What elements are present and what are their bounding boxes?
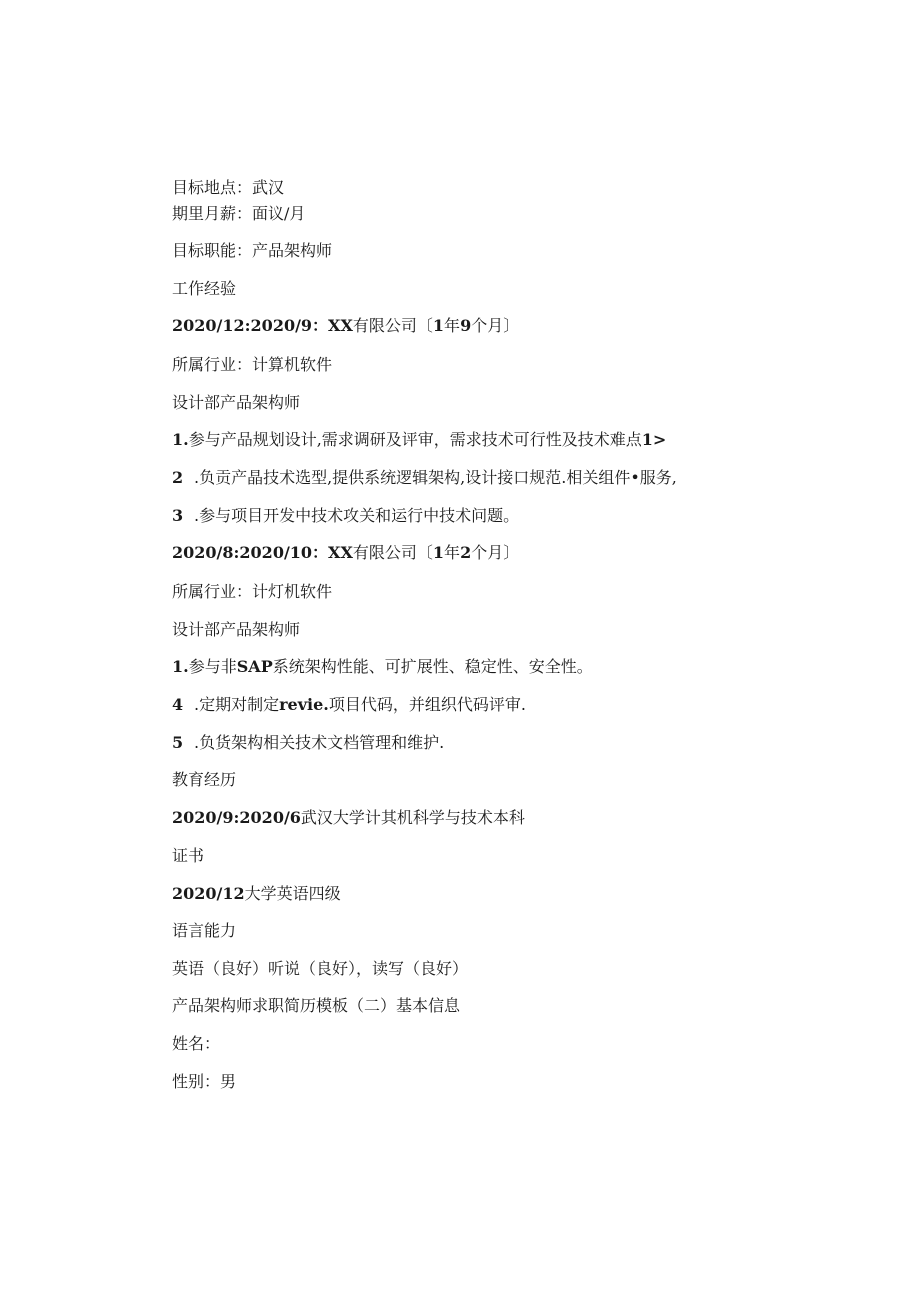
job1-period: 2020/12:2020/9：XX — [172, 316, 353, 335]
gender: 性别：男 — [172, 1072, 237, 1091]
job1-duty-3-num: 3 — [172, 506, 184, 525]
job1-duration-years: 1 — [432, 316, 445, 335]
job1-duration-years-unit: 年 — [444, 316, 461, 335]
job2-duty-1-num: 1. — [172, 657, 189, 676]
job1-duty-1 — [172, 430, 666, 450]
job1-duty-3-text: .参与项目开发中技术攻关和运行中技术问题。 — [194, 506, 520, 525]
job1-position: 设计部产品架构师 — [172, 393, 301, 412]
language-heading: 语言能力 — [172, 921, 237, 940]
job2-duty-1 — [172, 657, 593, 677]
job1-duration-months-unit: 个月〕 — [471, 316, 520, 335]
job2-duty-2-pre: .定期对制定 — [194, 695, 280, 714]
job1-industry: 所属行业：计算机软件 — [172, 355, 333, 374]
job2-duty-3 — [172, 733, 444, 753]
job1-company: 有限公司〔 — [352, 316, 433, 335]
job1-duty-1-num: 1. — [172, 430, 189, 449]
job2-duty-1-bold: SAP — [236, 657, 273, 676]
education-detail: 武汉大学计其机科学与技术本科 — [300, 808, 525, 827]
job2-duty-1-text: 系统架构性能、可扩展性、稳定性、安全性。 — [272, 657, 593, 676]
job2-duty-2 — [172, 695, 526, 715]
job2-duration-months: 2 — [460, 543, 472, 562]
job2-period: 2020/8:2020/10：XX — [172, 543, 353, 562]
work-experience-heading: 工作经验 — [172, 279, 237, 298]
education-heading: 教育经历 — [172, 770, 237, 789]
job2-company: 有限公司〔 — [352, 543, 433, 562]
job2-duration-years: 1 — [432, 543, 445, 562]
certificate-name: 大学英语四级 — [244, 884, 341, 903]
job2-duration-months-unit: 个月〕 — [471, 543, 520, 562]
education-period: 2020/9:2020/6 — [172, 808, 301, 827]
job2-duty-2-num: 4 — [172, 695, 184, 714]
job2-duty-1-pre: 参与非 — [188, 657, 237, 676]
certificate-entry — [172, 884, 341, 904]
job1-duty-1-text: 参与产品规划设计,需求调研及评审，需求技术可行性及技术难点 — [188, 430, 642, 449]
job2-position: 设计部产品架构师 — [172, 620, 301, 639]
certificates-heading: 证书 — [172, 846, 205, 865]
job1-duty-2 — [172, 468, 677, 488]
certificate-date: 2020/12 — [172, 884, 245, 903]
job1-duty-3 — [172, 506, 519, 526]
job2-industry: 所属行业：计灯机软件 — [172, 582, 333, 601]
target-function: 目标职能：产品架构师 — [172, 241, 333, 260]
education-entry — [172, 808, 525, 828]
job2-duration-years-unit: 年 — [444, 543, 461, 562]
target-location: 目标地点：武汉 — [172, 178, 285, 197]
job1-duration-months: 9 — [460, 316, 472, 335]
job1-duty-1-tail: 1> — [641, 430, 667, 449]
language-detail: 英语（良好）听说（良好），读写（良好） — [172, 959, 469, 978]
job2-duty-2-text: 项目代码，并组织代码评审. — [328, 695, 526, 714]
job2-duty-3-num: 5 — [172, 733, 184, 752]
name-label: 姓名： — [172, 1034, 221, 1053]
next-template-title: 产品架构师求职简历模板（二）基本信息 — [172, 996, 461, 1015]
job2-duty-3-text: .负货架构相关技术文档管理和维护. — [194, 733, 445, 752]
job1-period-company — [172, 316, 519, 336]
expected-salary: 期里月薪：面议/月 — [172, 204, 306, 223]
job1-duty-2-text: .负贡产晶技术选型,提供系统逻辑架构,设计接口规范.相关组件•服务, — [194, 468, 677, 487]
job2-duty-2-bold: revie. — [279, 695, 329, 714]
job1-duty-2-num: 2 — [172, 468, 184, 487]
job2-period-company — [172, 543, 519, 563]
